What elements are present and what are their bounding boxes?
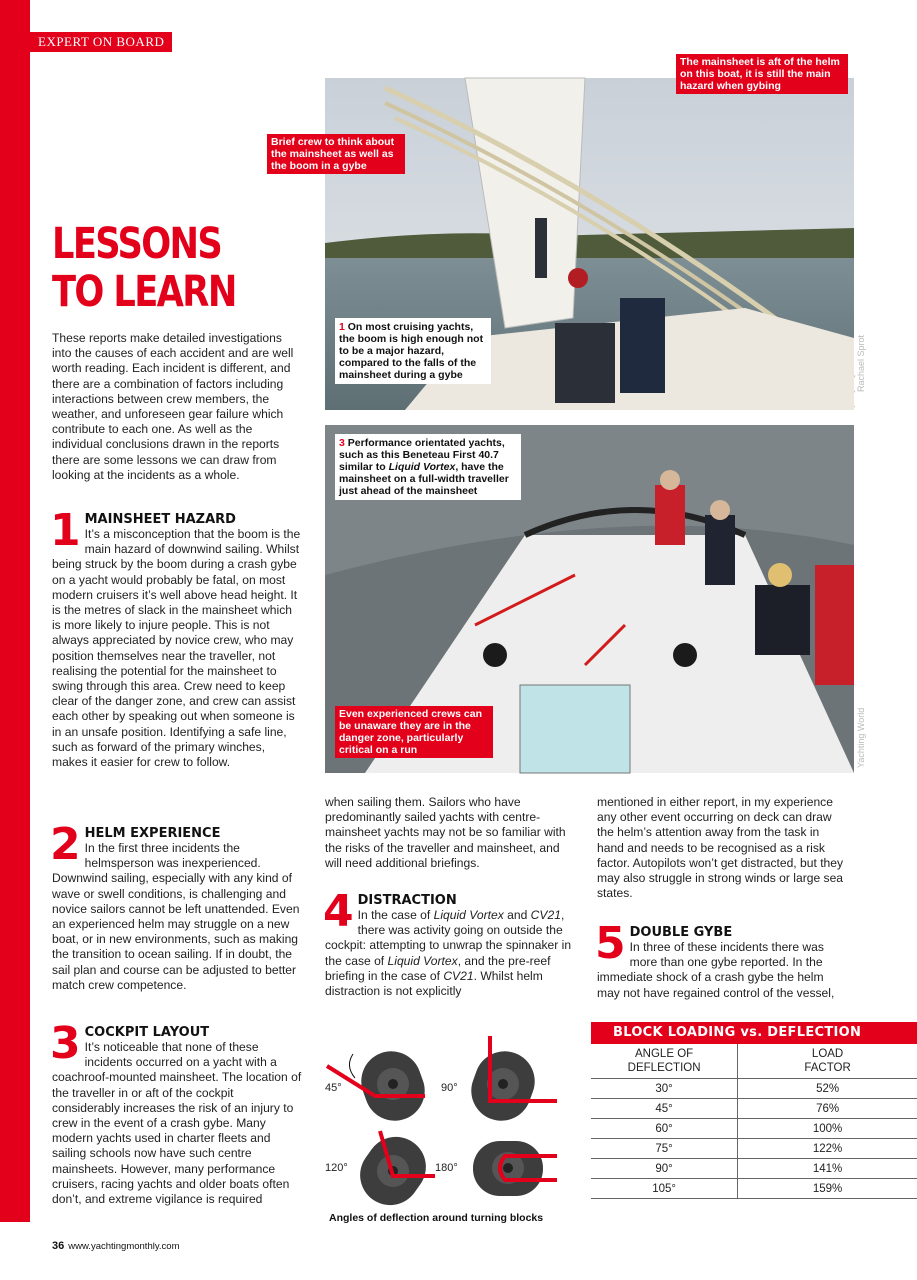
section-number: 3 <box>50 1018 81 1069</box>
angle-label-180: 180° <box>435 1162 458 1174</box>
page-footer <box>52 1240 179 1252</box>
column-header-load: LOAD FACTOR <box>738 1044 917 1079</box>
section-heading: MAINSHEET HAZARD <box>84 512 236 527</box>
section-text: In the first three incidents the helmsperson was inexperienced. Downwind sailing, especially with any kind of wave or swell conditions, is challenging and novice sailors cannot be left unattended. Even an experienced helm may struggle on a new boat, or in new environments, such as making the transition to ocean sailing. If in doubt, the sail plan and course can be adjusted to better match crew competence. <box>52 841 300 992</box>
section-number: 5 <box>595 918 626 969</box>
caption-danger-zone: Even experienced crews can be unaware they are in the danger zone, particularly critical on a run <box>335 706 493 758</box>
section-mainsheet-hazard <box>50 505 304 770</box>
column-3-lead-text: mentioned in either report, in my experience any other event occurring on deck can draw the helm’s attention away from the task in hand and needs to be recognised as a risk factor. Autopilots won’t get distracted, but they may also struggle in strong winds or large sea states. <box>597 795 844 901</box>
section-text: In the case of Liquid Vortex and CV21, there was activity going on outside the cockpit: attempting to unwrap the spinnaker in the case of Liquid Vortex, and the pre-reef briefing in the case of CV21. Whilst helm distraction is not explicitly <box>325 908 572 999</box>
section-text: It’s a misconception that the boom is the main hazard of downwind sailing. Whilst being struck by the boom during a crash gybe on a yacht would probably be fatal, on most modern cruisers it’s well above head height. It is the metres of slack in the mainsheet which is more likely to injure people. This is not always appreciated by novice crew, who may position themselves near the traveller, not realising the potential for the mainsheet to swing through this area. Crew need to keep clear of the danger zone, and crew can assist each other by speaking out when someone is in an unsafe position. Identifying a safe line, such as forward of the primary winches, makes it easier for crew to follow. <box>52 527 301 770</box>
intro-paragraph: These reports make detailed investigations into the causes of each accident and are well worth reading. Each incident is different, and there are a combination of factors including interactions between crew members, the weather, and unforeseen gear failure which contribute to each one. As well as the individual conclusions drawn in the reports there are some lessons we can draw from looking at the incidents as a whole. <box>52 331 294 482</box>
photo-credit-2: Yachting World <box>856 707 866 768</box>
angle-label-90: 90° <box>441 1082 458 1094</box>
table-row: 90° 141% <box>591 1159 917 1179</box>
block-loading-table <box>591 1022 917 1199</box>
table-row: 75° 122% <box>591 1139 917 1159</box>
section-cockpit-layout <box>50 1018 304 1207</box>
section-heading: DOUBLE GYBE <box>629 925 733 940</box>
red-margin-bar <box>0 0 30 1222</box>
caption-mainsheet-aft-of-helm: The mainsheet is aft of the helm on this boat, it is still the main hazard when gybing <box>676 54 848 94</box>
section-helm-experience <box>50 819 304 993</box>
column-2-lead-text: when sailing them. Sailors who have predominantly sailed yachts with centre-mainsheet yachts may not be so familiar with the risks of the traveller and mainsheet, and will need additional briefings. <box>325 795 566 870</box>
caption-brief-crew: Brief crew to think about the mainsheet as well as the boom in a gybe <box>267 134 405 174</box>
table-title: BLOCK LOADING vs. DEFLECTION <box>591 1022 917 1044</box>
section-number: 4 <box>323 886 354 937</box>
table-row: 60° 100% <box>591 1119 917 1139</box>
section-number: 2 <box>50 819 81 870</box>
photo-credit-1: Rachael Sprot <box>856 334 866 392</box>
section-heading: DISTRACTION <box>357 893 457 908</box>
angle-label-120: 120° <box>325 1162 348 1174</box>
page-title <box>52 220 265 316</box>
table-row: 30° 52% <box>591 1079 917 1099</box>
section-text: It’s noticeable that none of these incidents occurred on a yacht with a coachroof-mounted mainsheet. The location of the traveller in or aft of the cockpit considerably increases the risk of an injury to crew in the event of a crash gybe. Many modern yachts used in charter fleets and sailing schools now have such centre mainsheets. However, many performance cruisers, racing yachts and older boats often don’t, and extreme vigilance is required <box>52 1040 302 1207</box>
block-180-diagram <box>473 1141 557 1196</box>
block-120-diagram <box>348 1125 437 1217</box>
column-header-angle: ANGLE OF DEFLECTION <box>591 1044 738 1079</box>
caption-performance-yachts: 3 Performance orientated yachts, such as this Beneteau First 40.7 similar to Liquid Vortex, have the mainsheet on a full-width traveller just ahead of the mainsheet <box>335 434 521 500</box>
angle-label-45: 45° <box>325 1082 342 1094</box>
section-heading: HELM EXPERIENCE <box>84 826 221 841</box>
page-number: 36 <box>52 1240 65 1252</box>
section-number: 1 <box>50 505 81 556</box>
block-90-diagram <box>463 1036 557 1129</box>
section-heading: COCKPIT LAYOUT <box>84 1025 210 1040</box>
section-kicker: EXPERT ON BOARD <box>30 32 172 52</box>
footer-url: www.yachtingmonthly.com <box>68 1241 180 1252</box>
caption-boom-height: 1 On most cruising yachts, the boom is high enough not to be a major hazard, compared to the falls of the mainsheet during a gybe <box>335 318 491 384</box>
diagram-caption: Angles of deflection around turning blocks <box>329 1212 544 1224</box>
section-text: In three of these incidents there was more than one gybe reported. In the immediate shock of a crash gybe the helm may not have regained control of the vessel, <box>597 940 835 1000</box>
title-line-1: LESSONS <box>52 219 222 269</box>
title-line-2: TO LEARN <box>52 267 236 317</box>
photo-cruising-yacht-mainsheet <box>271 56 854 410</box>
block-45-diagram <box>327 1043 433 1129</box>
section-distraction <box>323 886 577 999</box>
turning-block-deflection-diagram <box>325 1026 565 1211</box>
table-row: 105° 159% <box>591 1179 917 1199</box>
table-row: 45° 76% <box>591 1099 917 1119</box>
photo-performance-yacht-traveller <box>325 425 854 773</box>
section-double-gybe <box>595 918 849 1001</box>
